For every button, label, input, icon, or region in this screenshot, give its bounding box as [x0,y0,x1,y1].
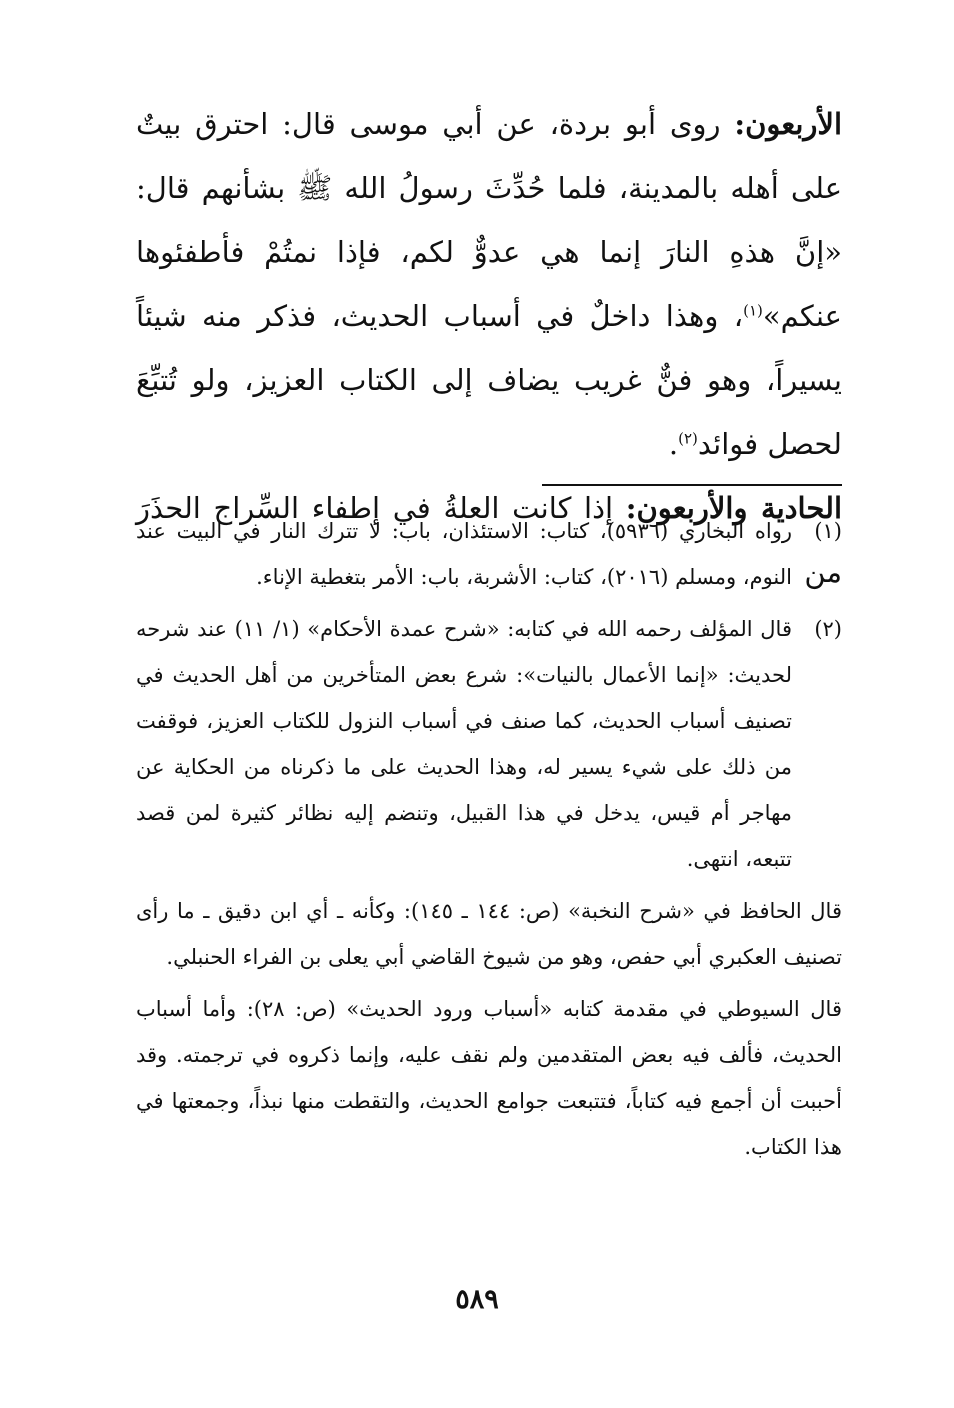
paragraph-body: ، وهذا داخلٌ في أسباب الحديث، فذكر منه شيئاً يسيراً، وهو فنٌّ غريب يضاف إلى الكتاب العزيز، ولو تُتبِّعَ لحصل فوائد [136,299,842,461]
paragraph-heading: الحادية والأربعون: [625,491,842,525]
paragraph-heading: الأربعون: [734,107,843,141]
footnote-separator [542,484,842,486]
footnote-continuation: قال الحافظ في «شرح النخبة» (ص: ١٤٤ ـ ١٤٥): وكأنه ـ أي ابن دقيق ـ ما رأى تصنيف العكبري أبي حفص، وهو من شيوخ القاضي أبي يعلى بن الفراء الحنبلي. [136,899,842,969]
footnote-number: (١) [814,519,842,543]
footnote-number: (٢) [814,617,842,641]
footnotes [136,508,842,1170]
footnote-ref: (١) [743,301,763,320]
paragraph-40 [136,92,842,476]
footnote-ref: (٢) [678,429,698,448]
footnote-text: رواه البخاري (٥٩٣٦)، كتاب: الاستئذان، باب: لا تترك النار في البيت عند النوم، ومسلم (٢٠١٦)، كتاب: الأشربة، باب: الأمر بتغطية الإناء. [136,519,793,589]
footnote-continuation: قال السيوطي في مقدمة كتابه «أسباب ورود الحديث» (ص: ٢٨): وأما أسباب الحديث، فألف فيه بعض المتقدمين ولم نقف عليه، وإنما ذكروه في ترجمته. وقد أحببت أن أجمع فيه كتاباً، فتتبعت جوامع الحديث، والتقطت منها نبذاً، وجمعتها في هذا الكتاب. [136,997,842,1159]
paragraph-body: إذا كانت العلةُ في إطفاء السِّراج الحذَرَ من [136,491,842,589]
paragraph-end: . [668,427,679,461]
footnote-1 [136,508,842,600]
paragraph-body: روى أبو بردة، عن أبي موسى قال: احترق بيتٌ على أهله بالمدينة، فلما حُدِّثَ رسولُ الله ﷺ بشأنهم قال: «إنَّ هذهِ النارَ إنما هي عدوٌّ لكم، فإذا نمتُمْ فأطفئوها عنكم» [136,107,842,333]
footnote-text: قال المؤلف رحمه الله في كتابه: «شرح عمدة الأحكام» (١/ ١١) عند شرحه لحديث: «إنما الأعمال بالنيات»: شرع بعض المتأخرين من أهل الحديث في تصنيف أسباب الحديث، كما صنف في أسباب النزول للكتاب العزيز، فوقفت من ذلك على شيء يسير له، وهذا الحديث على ما ذكرناه من الحكاية عن مهاجر أم قيس، يدخل في هذا القبيل، وتنضم إليه نظائر كثيرة لمن قصد تتبعه، انتهى. [136,617,792,871]
page-number: ٥٨٩ [455,1284,499,1315]
footnote-2 [136,606,842,882]
